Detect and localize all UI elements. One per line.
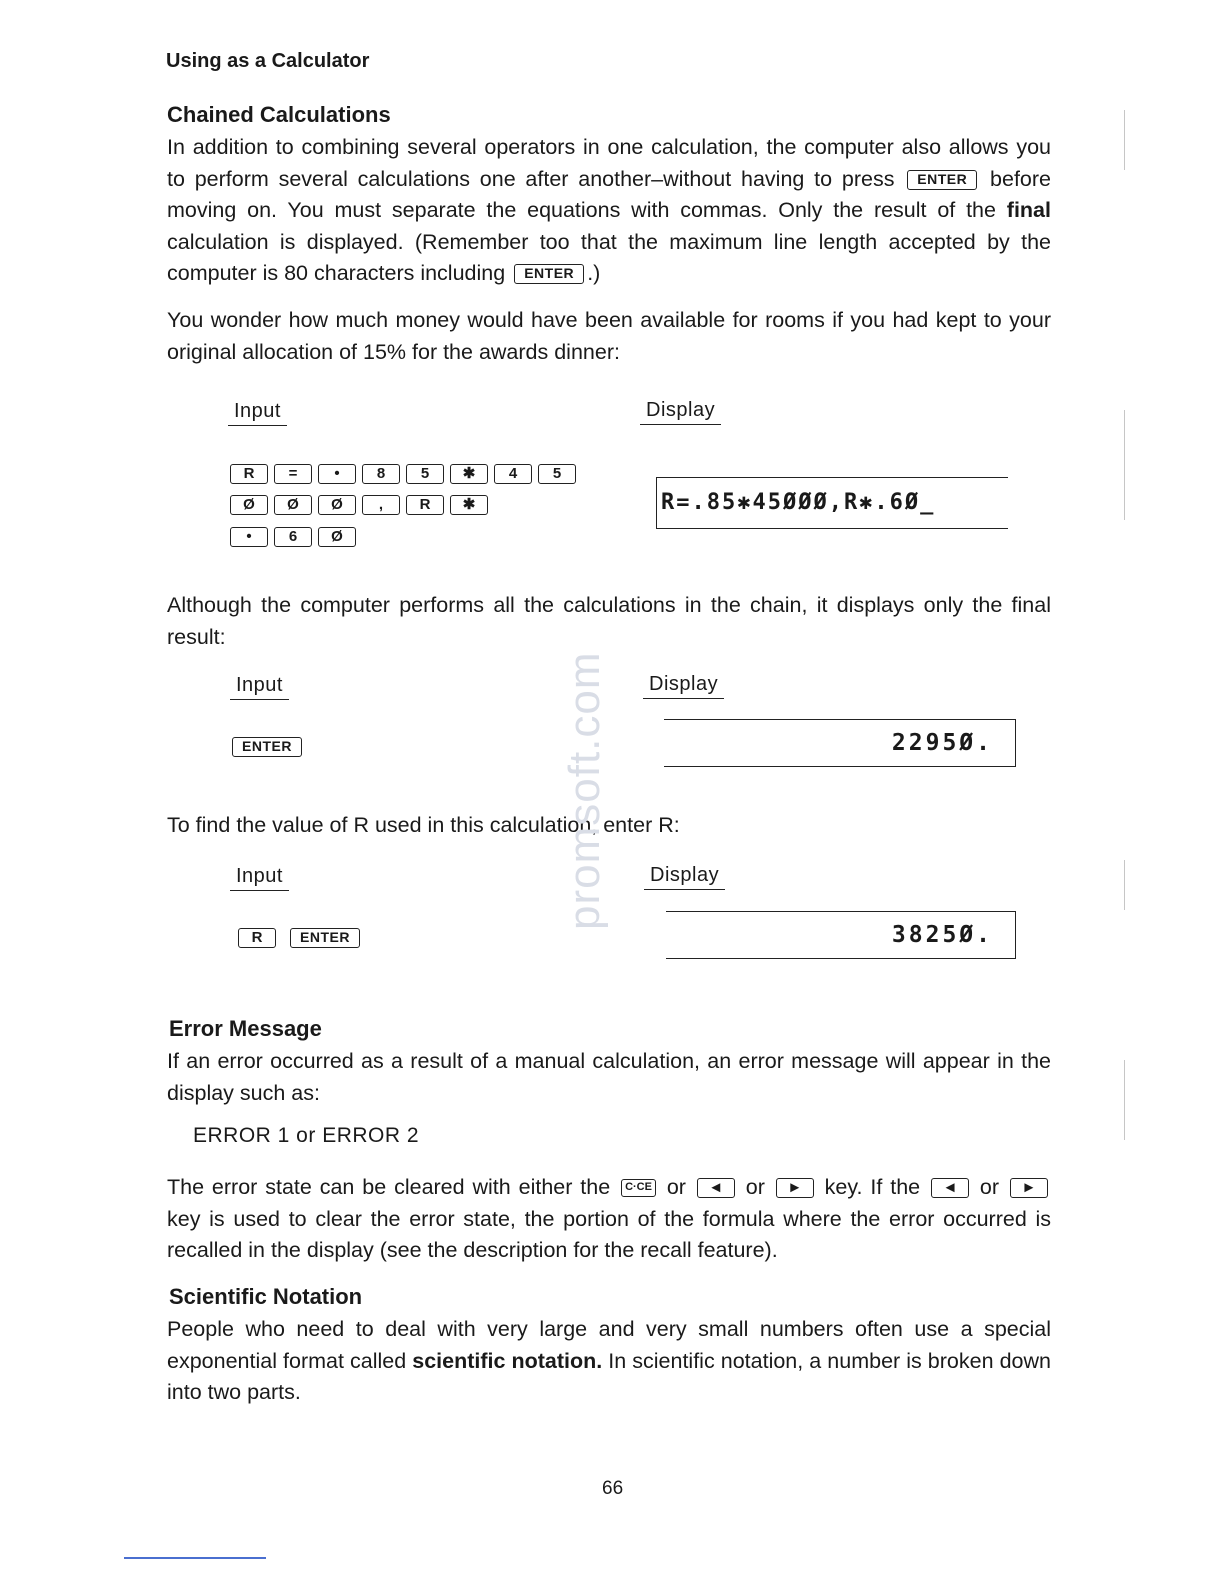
key-c-ce: C·CE bbox=[621, 1179, 656, 1197]
margin-mark-3 bbox=[1124, 860, 1125, 910]
margin-mark-1 bbox=[1124, 110, 1125, 170]
display-chain-text: R=.85✱45ØØØ,R✱.6Ø_ bbox=[661, 490, 936, 515]
error-p2-text-a: The error state can be cleared with either the bbox=[167, 1175, 611, 1199]
display-label-3: Display bbox=[644, 864, 725, 890]
error-p2-text-c: key is used to clear the error state, the portion of the formula where the error occurred is recalled in the display (see the description for the recall feature). bbox=[167, 1206, 1051, 1262]
display-r-value-text: 3825Ø. bbox=[891, 922, 993, 948]
key-8: 8 bbox=[362, 464, 400, 484]
key-sequence-enter bbox=[232, 737, 308, 757]
key-point: • bbox=[318, 464, 356, 484]
display-result-text: 2295Ø. bbox=[891, 730, 993, 756]
key-sequence-row-2 bbox=[230, 495, 494, 515]
section-title-scientific: Scientific Notation bbox=[169, 1284, 363, 1309]
key-point-2: • bbox=[230, 527, 268, 547]
chained-p1-bold-final: final bbox=[1006, 198, 1051, 222]
display-label-1: Display bbox=[640, 399, 721, 425]
chained-p1-text-d: .) bbox=[587, 261, 601, 285]
key-comma: , bbox=[362, 495, 400, 515]
scientific-p1-text-b: In scientific notation, a number is broken down into two parts. bbox=[167, 1348, 1051, 1404]
key-r-3: R bbox=[238, 928, 276, 948]
error-example: ERROR 1 or ERROR 2 bbox=[193, 1124, 420, 1147]
page-number: 66 bbox=[602, 1478, 624, 1499]
input-label-3: Input bbox=[230, 865, 289, 891]
error-paragraph-1: If an error occurred as a result of a manual calculation, an error message will appear in the display such as: bbox=[167, 1049, 1051, 1105]
section-title-chained: Chained Calculations bbox=[167, 102, 391, 127]
key-6: 6 bbox=[274, 527, 312, 547]
key-enter-2: ENTER bbox=[290, 928, 360, 948]
key-sequence-row-3 bbox=[230, 527, 362, 547]
key-zero-1: Ø bbox=[230, 495, 268, 515]
scientific-p1-bold: scientific notation. bbox=[412, 1348, 603, 1373]
enter-key-inline-2: ENTER bbox=[514, 264, 584, 284]
key-multiply: ✱ bbox=[450, 464, 488, 484]
error-p2-or-2: or bbox=[745, 1175, 765, 1199]
bottom-rule bbox=[124, 1557, 266, 1559]
left-arrow-key-icon: ◄ bbox=[697, 1178, 735, 1198]
key-zero-4: Ø bbox=[318, 527, 356, 547]
running-head: Using as a Calculator bbox=[166, 50, 370, 72]
key-4: 4 bbox=[494, 464, 532, 484]
display-panel-chain bbox=[656, 477, 1008, 529]
error-paragraph-2 bbox=[167, 1172, 1051, 1267]
display-panel-r-value bbox=[666, 911, 1016, 959]
error-p2-or-1: or bbox=[666, 1175, 686, 1199]
display-panel-result bbox=[664, 719, 1016, 767]
key-5: 5 bbox=[406, 464, 444, 484]
right-arrow-key-icon-2: ► bbox=[1010, 1178, 1048, 1198]
key-zero-2: Ø bbox=[274, 495, 312, 515]
chained-paragraph-1 bbox=[167, 132, 1051, 290]
right-arrow-key-icon: ► bbox=[776, 1178, 814, 1198]
chained-p1-text-b: before moving on. You must separate the equations with commas. Only the result of the bbox=[167, 166, 1052, 222]
input-label-2: Input bbox=[230, 674, 289, 700]
chained-paragraph-3: Although the computer performs all the calculations in the chain, it displays only the final result: bbox=[167, 593, 1051, 649]
key-enter: ENTER bbox=[232, 737, 302, 757]
margin-mark-4 bbox=[1124, 1060, 1125, 1140]
key-equals: = bbox=[274, 464, 312, 484]
error-p2-text-b: key. If the bbox=[824, 1175, 921, 1199]
scientific-paragraph-1 bbox=[167, 1314, 1051, 1409]
key-multiply-2: ✱ bbox=[450, 495, 488, 515]
watermark: promsoft.com bbox=[560, 651, 609, 930]
input-label-1: Input bbox=[228, 400, 287, 426]
key-sequence-row-1 bbox=[230, 464, 582, 484]
key-r-2: R bbox=[406, 495, 444, 515]
enter-key-inline: ENTER bbox=[907, 170, 977, 190]
scientific-p1-text-a: People who need to deal with very large and very small numbers often use a special exponential format called bbox=[167, 1317, 1051, 1373]
chained-paragraph-2: You wonder how much money would have been available for rooms if you had kept to your original allocation of 15% for the awards dinner: bbox=[167, 308, 1051, 364]
chained-p1-text-c: calculation is displayed. (Remember too that the maximum line length accepted by the computer is 80 characters including bbox=[167, 229, 1051, 285]
section-title-error: Error Message bbox=[169, 1016, 322, 1041]
left-arrow-key-icon-2: ◄ bbox=[931, 1178, 969, 1198]
key-r: R bbox=[230, 464, 268, 484]
key-sequence-r-enter bbox=[238, 928, 366, 948]
chained-paragraph-4: To find the value of R used in this calculation, enter R: bbox=[167, 813, 680, 837]
display-label-2: Display bbox=[643, 673, 724, 699]
key-zero-3: Ø bbox=[318, 495, 356, 515]
margin-mark-2 bbox=[1124, 410, 1125, 520]
key-5b: 5 bbox=[538, 464, 576, 484]
chained-p1-text-a: In addition to combining several operators in one calculation, the computer also allows you to perform several calculations one after another–without having to press bbox=[167, 135, 1051, 191]
error-p2-or-3: or bbox=[979, 1175, 1000, 1199]
